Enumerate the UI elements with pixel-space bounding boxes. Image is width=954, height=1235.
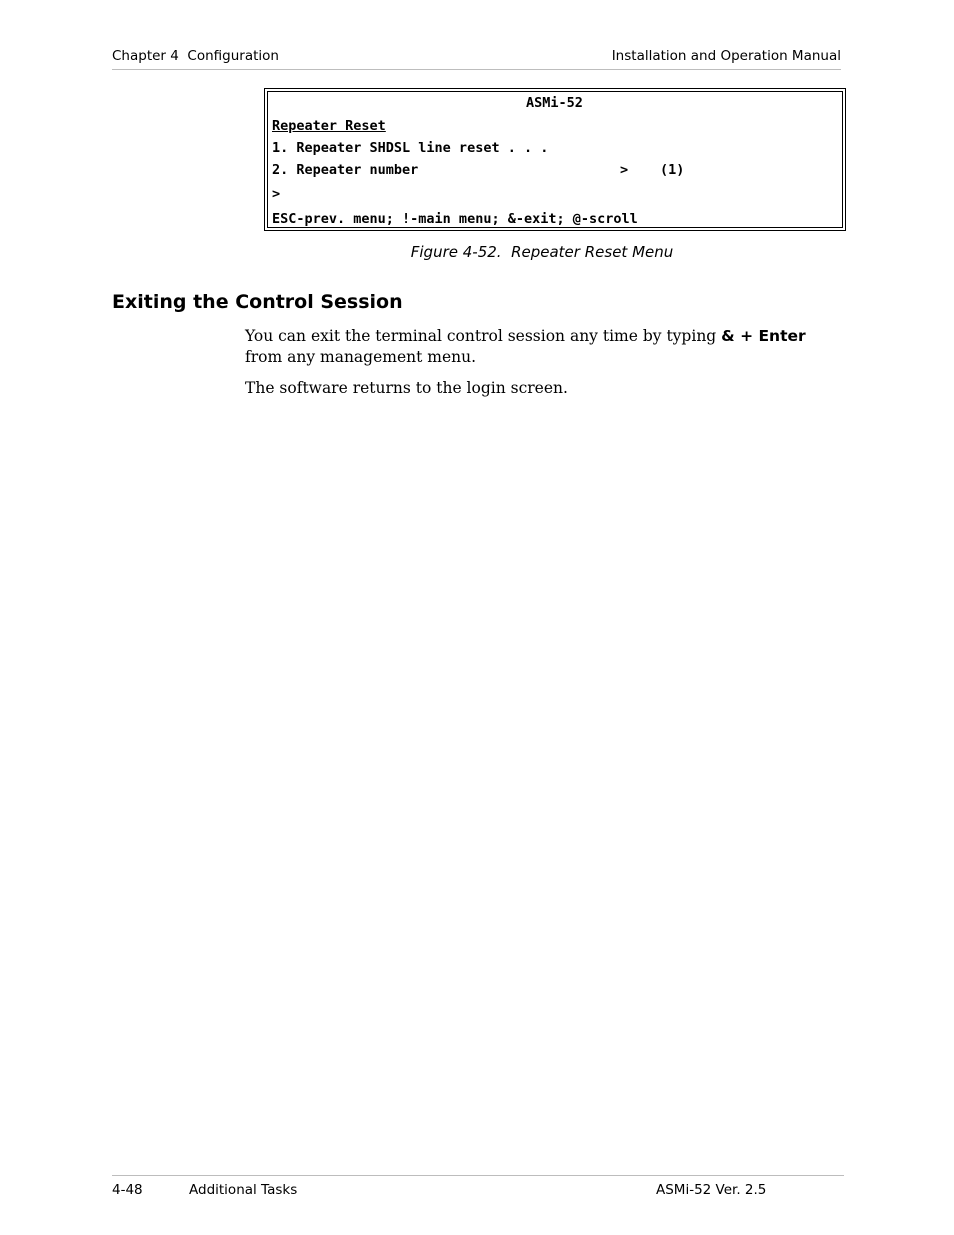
terminal-menu-item-1: 1. Repeater SHDSL line reset . . . bbox=[272, 140, 549, 156]
terminal-item-2-arrow: > bbox=[620, 162, 629, 178]
footer-divider bbox=[112, 1175, 844, 1176]
terminal-title: ASMi-52 bbox=[526, 95, 583, 111]
body-paragraph-2: The software returns to the login screen. bbox=[245, 379, 568, 397]
header-chapter: Chapter 4 Configuration bbox=[112, 48, 279, 64]
terminal-item-2-value: (1) bbox=[660, 162, 685, 178]
figure-caption: Figure 4-52. Repeater Reset Menu bbox=[410, 243, 674, 261]
body-paragraph-1 bbox=[245, 326, 845, 368]
section-heading: Exiting the Control Session bbox=[112, 291, 403, 313]
terminal-screen bbox=[264, 88, 846, 231]
terminal-menu-name: Repeater Reset bbox=[272, 118, 386, 134]
footer-product-version: ASMi-52 Ver. 2.5 bbox=[656, 1182, 767, 1198]
para1-text-end: from any management menu. bbox=[245, 348, 477, 366]
para1-text-start: You can exit the terminal control session any time by typing bbox=[245, 327, 722, 345]
terminal-screen-inner bbox=[267, 91, 843, 228]
header-manual-title: Installation and Operation Manual bbox=[611, 48, 841, 64]
page-header bbox=[112, 48, 841, 64]
footer-page-number: 4-48 bbox=[112, 1182, 143, 1198]
footer-section-name: Additional Tasks bbox=[189, 1182, 298, 1198]
header-divider bbox=[112, 69, 841, 70]
terminal-footer-keys: ESC-prev. menu; !-main menu; &-exit; @-scroll bbox=[272, 211, 638, 227]
terminal-menu-item-2: 2. Repeater number bbox=[272, 162, 419, 178]
terminal-prompt: > bbox=[272, 186, 281, 202]
para1-key-combo: & + Enter bbox=[721, 327, 806, 345]
